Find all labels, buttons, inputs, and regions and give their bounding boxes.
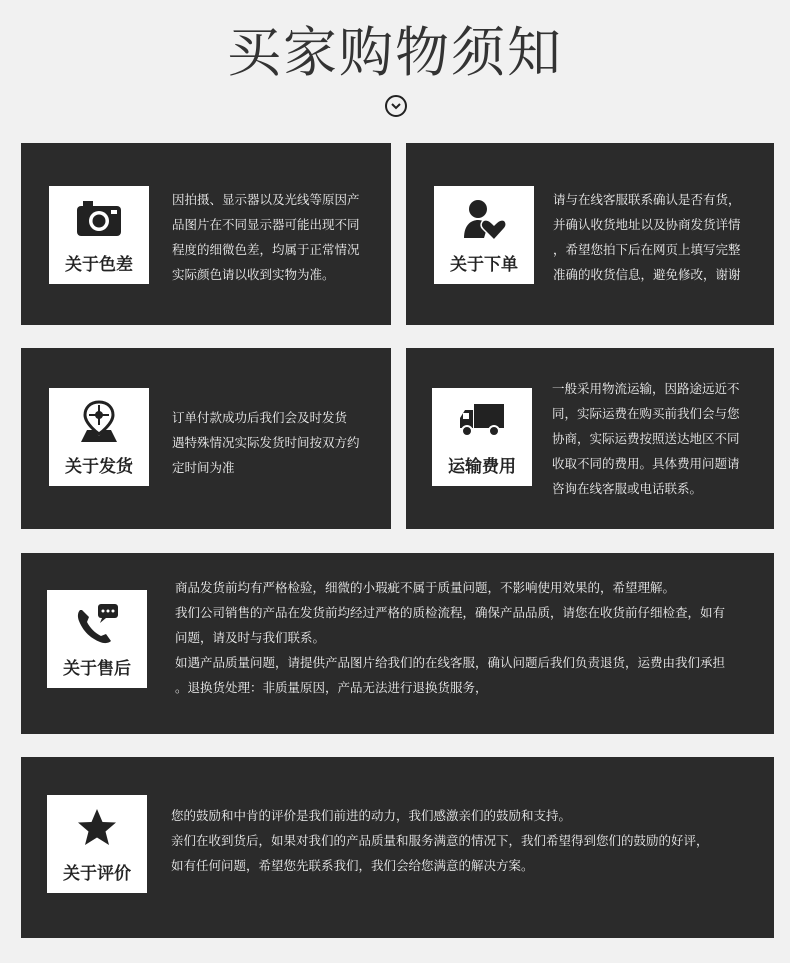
info-panel-freight	[406, 348, 774, 529]
icon-card-ordering	[434, 186, 534, 284]
text-line: 亲们在收到货后，如果对我们的产品质量和服务满意的情况下，我们希望得到您们的鼓励的好评，	[171, 833, 709, 848]
user-heart-icon	[434, 198, 534, 244]
text-line: 定时间为准	[172, 460, 235, 475]
text-line: 并确认收货地址以及协商发货详情	[553, 217, 741, 232]
panel-text	[172, 187, 360, 287]
text-line: 收取不同的费用。具体费用问题请	[552, 456, 740, 471]
text-line: 一般采用物流运输，因路途远近不	[552, 381, 740, 396]
card-label: 关于发货	[65, 457, 133, 477]
card-label: 运输费用	[448, 457, 516, 477]
camera-icon	[49, 198, 149, 244]
text-line: 程度的细微色差，均属于正常情况	[172, 242, 360, 257]
text-line: 同，实际运费在购买前我们会与您	[552, 406, 740, 421]
text-line: 咨询在线客服或电话联系。	[552, 481, 703, 496]
text-line: 您的鼓励和中肯的评价是我们前进的动力，我们感激亲们的鼓励和支持。	[171, 808, 572, 823]
info-panel-reviews	[21, 757, 774, 938]
text-line: 准确的收货信息，避免修改，谢谢	[553, 267, 741, 282]
text-line: 遇特殊情况实际发货时间按双方约	[172, 435, 360, 450]
text-line: 请与在线客服联系确认是否有货，	[553, 192, 741, 207]
panel-text	[175, 575, 725, 700]
panel-text	[172, 405, 360, 480]
info-panel-after-sales	[21, 553, 774, 734]
text-line: 实际颜色请以收到实物为准。	[172, 267, 335, 282]
location-map-icon	[49, 400, 149, 446]
star-icon	[47, 807, 147, 853]
text-line: 我们公司销售的产品在发货前均经过严格的质检流程，确保产品品质，请您在收货前仔细检查，如有	[175, 605, 726, 620]
panel-text	[552, 376, 740, 501]
text-line: 商品发货前均有严格检验，细微的小瑕疵不属于质量问题，不影响使用效果的，希望理解。	[175, 580, 676, 595]
icon-card-reviews	[47, 795, 147, 893]
text-line: 如遇产品质量问题，请提供产品图片给我们的在线客服，确认问题后我们负责退货，运费由我们承担	[175, 655, 726, 670]
text-line: ，希望您拍下后在网页上填写完整	[553, 242, 741, 257]
info-panel-shipping	[21, 348, 391, 529]
panel-text	[171, 803, 709, 878]
text-line: 如有任何问题，希望您先联系我们，我们会给您满意的解决方案。	[171, 858, 534, 873]
info-panel-color-difference	[21, 143, 391, 325]
text-line: 品图片在不同显示器可能出现不同	[172, 217, 360, 232]
text-line: 协商，实际运费按照送达地区不同	[552, 431, 740, 446]
card-label: 关于售后	[63, 659, 131, 679]
info-panel-ordering	[406, 143, 774, 325]
card-label: 关于评价	[63, 864, 131, 884]
text-line: 。退换货处理：非质量原因，产品无法进行退换货服务，	[175, 680, 488, 695]
panel-text	[553, 187, 741, 287]
text-line: 问题，请及时与我们联系。	[175, 630, 326, 645]
icon-card-shipping	[49, 388, 149, 486]
icon-card-after-sales	[47, 590, 147, 688]
icon-card-freight	[432, 388, 532, 486]
chevron-down-icon[interactable]	[385, 95, 407, 117]
card-label: 关于色差	[65, 255, 133, 275]
phone-chat-icon	[47, 602, 147, 648]
text-line: 订单付款成功后我们会及时发货	[172, 410, 348, 425]
page-title: 买家购物须知	[227, 21, 563, 84]
truck-icon	[432, 400, 532, 446]
card-label: 关于下单	[450, 255, 518, 275]
text-line: 因拍摄、显示器以及光线等原因产	[172, 192, 360, 207]
icon-card-color-difference	[49, 186, 149, 284]
